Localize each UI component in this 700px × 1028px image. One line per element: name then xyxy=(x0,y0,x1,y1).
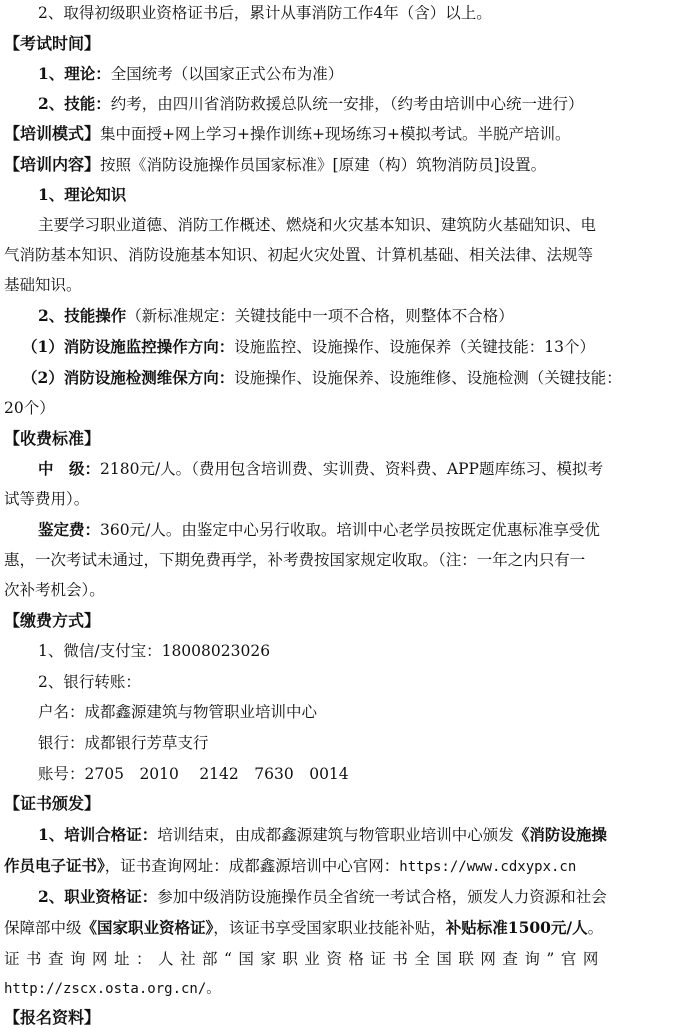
exam-skill-text: 约考，由四川省消防救援总队统一安排，（约考由培训中心统一进行） xyxy=(110,95,584,113)
training-mode-heading: 【培训模式】 xyxy=(4,124,101,143)
training-mode-text: 集中面授+网上学习+操作训练+现场练习+模拟考试。半脱产培训。 xyxy=(100,125,571,143)
direction-1-text: 设施监控、设施操作、设施保养（关键技能：13个） xyxy=(234,338,596,356)
fee-mid-text: 2180元/人。（费用包含培训费、实训费、资料费、APP题库练习、模拟考 xyxy=(100,460,603,478)
registration-heading: 【报名资料】 xyxy=(4,1008,101,1027)
payment-wechat: 1、微信/支付宝：18008023026 xyxy=(38,642,271,660)
certificate-heading: 【证书颁发】 xyxy=(4,794,101,813)
skill-operation-note: （新标准规定：关键技能中一项不合格，则整体不合格） xyxy=(126,307,514,325)
exam-theory-line xyxy=(4,64,694,84)
certificate-2-label: 2、职业资格证： xyxy=(38,887,158,906)
skill-operation-title: 2、技能操作 xyxy=(38,306,127,325)
exam-theory-text: 全国统考（以国家正式公布为准） xyxy=(110,65,344,83)
certificate-1-url: https://www.cdxypx.cn xyxy=(399,859,577,875)
fee-appraisal-continuation-1: 惠，一次考试未通过，下期免费再学，补考费按国家规定收取。（注：一年之内只有一 xyxy=(4,551,586,569)
qualification-item-2: 2、取得初级职业资格证书后，累计从事消防工作4年（含）以上。 xyxy=(38,4,492,22)
certificate-1-continuation xyxy=(4,856,694,876)
certificate-2-cont-c: ，该证书享受国家职业技能补贴， xyxy=(213,919,446,937)
fee-mid-label: 中 级： xyxy=(38,459,101,478)
training-content-intro: 按照《消防设施操作员国家标准》[原建（构）筑物消防员]设置。 xyxy=(100,156,547,174)
certificate-1-query-text: ，证书查询网址：成都鑫源培训中心官网： xyxy=(104,857,400,875)
fee-appraisal-text: 360元/人。由鉴定中心另行收取。培训中心老学员按既定优惠标准享受优 xyxy=(100,521,600,539)
certificate-2-query-line: 证书查询网址：人社部“国家职业资格证书全国联网查询”官网 xyxy=(4,950,605,968)
certificate-1-line xyxy=(4,825,694,845)
theory-knowledge-title: 1、理论知识 xyxy=(38,185,127,204)
certificate-1-name: 《消防设施操 xyxy=(513,825,607,844)
certificate-2-url: http://zscx.osta.org.cn/。 xyxy=(4,981,221,997)
direction-1-label: （1）消防设施监控操作方向： xyxy=(22,337,235,356)
certificate-1-label: 1、培训合格证： xyxy=(38,825,158,844)
fee-mid-line xyxy=(4,459,694,479)
payment-bank-title: 2、银行转账： xyxy=(38,673,141,691)
training-content-line xyxy=(4,155,694,175)
certificate-2-line xyxy=(4,887,694,907)
exam-skill-label: 2、技能： xyxy=(38,94,111,113)
certificate-2-cont-e: 。 xyxy=(587,919,604,937)
certificate-2-text: 参加中级消防设施操作员全省统一考试合格，颁发人力资源和社会 xyxy=(157,888,607,906)
fee-appraisal-label: 鉴定费： xyxy=(38,520,101,539)
skill-operation-line xyxy=(4,306,694,326)
certificate-2-name: 《国家职业资格证》 xyxy=(81,918,214,937)
direction-2-line xyxy=(4,368,694,388)
exam-theory-label: 1、理论： xyxy=(38,64,111,83)
certificate-2-subsidy: 补贴标准1500元/人 xyxy=(445,918,588,937)
payment-account-number: 账号：2705 2010 2142 7630 0014 xyxy=(38,765,349,783)
direction-2-continuation: 20个） xyxy=(4,399,55,417)
payment-bank: 银行：成都银行芳草支行 xyxy=(38,734,209,752)
certificate-1-name-cont: 作员电子证书》 xyxy=(4,856,105,875)
theory-text-line-1: 主要学习职业道德、消防工作概述、燃烧和火灾基本知识、建筑防火基础知识、电 xyxy=(38,216,597,234)
theory-text-line-3: 基础知识。 xyxy=(4,276,82,294)
certificate-2-continuation xyxy=(4,918,694,938)
payment-heading: 【缴费方式】 xyxy=(4,611,101,630)
payment-account-name: 户名：成都鑫源建筑与物管职业培训中心 xyxy=(38,703,318,721)
certificate-1-text: 培训结束，由成都鑫源建筑与物管职业培训中心颁发 xyxy=(157,826,514,844)
direction-2-text: 设施操作、设施保养、设施维修、设施检测（关键技能： xyxy=(234,369,622,387)
exam-skill-line xyxy=(4,94,694,114)
direction-1-line xyxy=(4,337,694,357)
theory-text-line-2: 气消防基本知识、消防设施基本知识、初起火灾处置、计算机基础、相关法律、法规等 xyxy=(4,246,594,264)
training-mode-line xyxy=(4,124,694,144)
direction-2-label: （2）消防设施检测维保方向： xyxy=(22,368,235,387)
fee-appraisal-continuation-2: 次补考机会）。 xyxy=(4,581,105,599)
exam-time-heading: 【考试时间】 xyxy=(4,34,101,53)
fees-heading: 【收费标准】 xyxy=(4,429,101,448)
fee-mid-continuation: 试等费用）。 xyxy=(4,490,90,508)
fee-appraisal-line xyxy=(4,520,694,540)
training-content-heading: 【培训内容】 xyxy=(4,155,101,174)
certificate-2-cont-a: 保障部中级 xyxy=(4,919,82,937)
